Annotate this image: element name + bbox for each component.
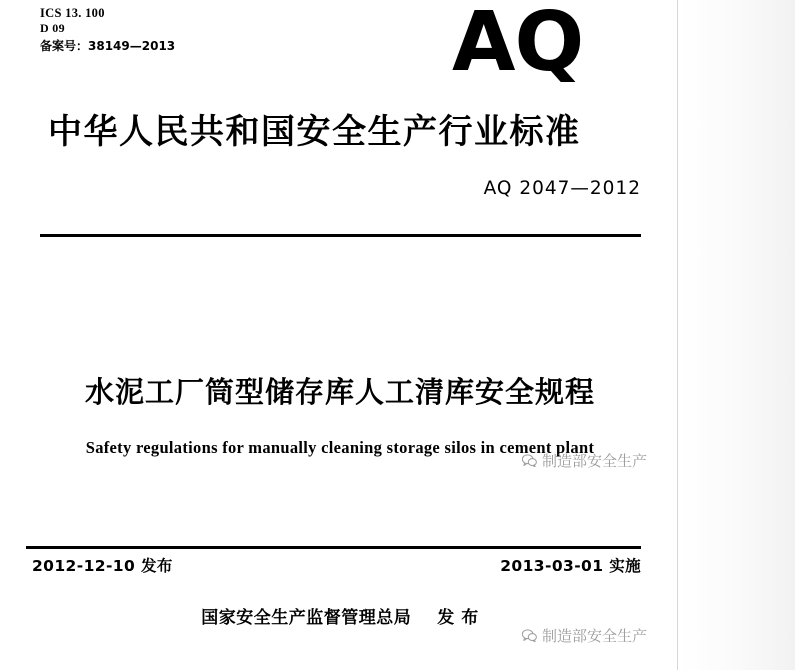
watermark-label: 制造部安全生产 <box>542 452 648 470</box>
watermark-top <box>522 450 647 471</box>
ics-classification: D 09 <box>40 21 65 36</box>
aq-logo: AQ <box>452 0 584 90</box>
wechat-icon <box>522 629 537 642</box>
record-number: 备案号：38149—2013 <box>40 38 176 53</box>
standard-number: AQ 2047—2012 <box>483 178 641 199</box>
ics-code: ICS 13. 100 <box>40 6 105 20</box>
page-edge-line <box>677 0 678 670</box>
wechat-icon <box>522 454 537 467</box>
divider-bottom <box>26 546 641 549</box>
effective-date: 2013-03-01 实施 <box>500 557 641 575</box>
document-title-english: Safety regulations for manually cleaning storage silos in cement plant <box>85 438 595 457</box>
watermark-bottom <box>522 625 647 646</box>
watermark-label: 制造部安全生产 <box>542 627 648 645</box>
page-edge-shading <box>677 0 795 670</box>
ics-header-block <box>40 6 175 54</box>
standard-authority-title: 中华人民共和国安全生产行业标准 <box>48 112 581 152</box>
divider-top <box>40 234 641 237</box>
publisher-name: 国家安全生产监督管理总局 <box>201 608 412 628</box>
publisher-action: 发 布 <box>437 608 479 628</box>
document-title-chinese: 水泥工厂筒型储存库人工清库安全规程 <box>84 375 595 409</box>
issue-date: 2012-12-10 发布 <box>32 557 173 575</box>
